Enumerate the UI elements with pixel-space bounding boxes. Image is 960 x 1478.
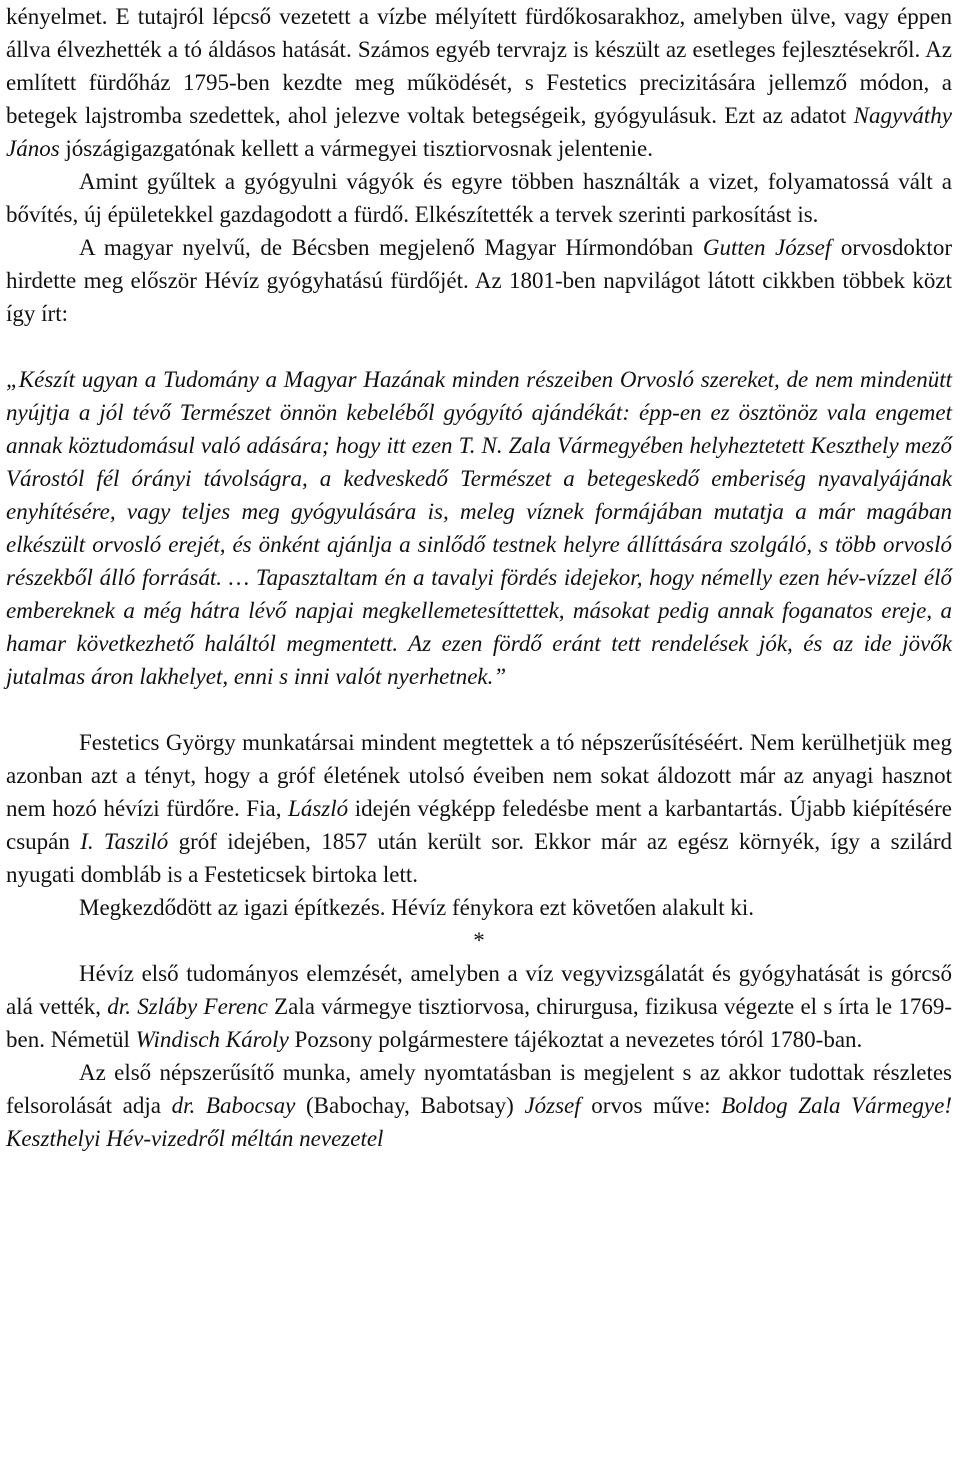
body-paragraph <box>6 726 952 891</box>
body-paragraph <box>6 1056 952 1155</box>
text-run: orvos műve: <box>580 1093 722 1118</box>
italic-text-run: Boldog Zala Vármegye! Keszthelyi Hév-vizedről méltán nevezetel <box>6 1093 953 1151</box>
text-run: jószágigazgatónak kellett a vármegyei tisztiorvosnak jelentenie. <box>59 136 653 161</box>
text-run: Amint gyűltek a gyógyulni vágyók és egyre többen használták a vizet, folyamatossá vált a bővítés, új épületekkel gazdagodott a fürdő. Elkészítették a tervek szerinti parkosítást is. <box>6 169 952 227</box>
paragraph-gap <box>6 330 952 363</box>
text-run: Festetics György munkatársai mindent megtettek a tó népszerűsítéséért. Nem kerülhetjük meg azonban azt a tényt, hogy a gróf életének utolsó éveiben nem sokat áldozott már az anyagi hasznot nem hozó hévízi fürdőre. Fia, <box>6 730 952 821</box>
text-run: kényelmet. E tutajról lépcső vezetett a vízbe mélyített fürdőkosarakhoz, amelyben ülve, vagy éppen állva élvezhették a tó áldásos hatását. Számos egyéb tervrajz is készült az esetleges fejlesztésekről. Az említett fürdőház 1795-ben kezdte meg működését, s Festetics precizitására jellemző módon, a betegek lajstromba szedettek, ahol jelezve voltak betegségeik, gyógyulásuk. Ezt az adatot <box>6 4 952 128</box>
italic-text-run: László <box>288 796 349 821</box>
text-run: orvosdoktor hirdette meg először Hévíz gyógyhatású fürdőjét. Az 1801-ben napvilágot látott cikkben többek közt így írt: <box>6 235 952 326</box>
text-run: Megkezdődött az igazi építkezés. Hévíz fénykora ezt követően alakult ki. <box>79 895 755 920</box>
text-run: A magyar nyelvű, de Bécsben megjelenő Magyar Hírmondóban <box>79 235 703 260</box>
italic-text-run: Gutten József <box>702 235 832 260</box>
italic-text-run: József <box>524 1093 581 1118</box>
body-paragraph <box>6 891 952 924</box>
text-run: Az első népszerűsítő munka, amely nyomtatásban is megjelent s az akkor tudottak részletes felsorolását adja <box>6 1060 952 1118</box>
paragraph-gap <box>6 693 952 726</box>
block-quote <box>6 363 952 693</box>
text-run: Pozsony polgármestere tájékoztat a nevezetes tóról 1780-ban. <box>288 1027 863 1052</box>
body-paragraph <box>6 957 952 1056</box>
body-paragraph <box>6 165 952 231</box>
text-run: Zala vármegye tisztiorvosa, chirurgusa, fizikusa végezte el s írta le 1769-ben. Németül <box>6 994 952 1052</box>
italic-text-run: Nagyváthy János <box>6 103 952 161</box>
body-paragraph <box>6 0 952 165</box>
italic-text-run: dr. Szláby Ferenc <box>107 994 268 1019</box>
text-run: (Babochay, Babotsay) <box>295 1093 525 1118</box>
text-run: idején végképp feledésbe ment a karbantartás. Újabb kiépítésére csupán <box>6 796 952 854</box>
text-run: gróf idejében, 1857 után került sor. Ekkor már az egész környék, így a szilárd nyugati dombláb is a Festeticsek birtoka lett. <box>6 829 952 887</box>
italic-text-run: Windisch Károly <box>135 1027 289 1052</box>
text-run: Hévíz első tudományos elemzését, amelyben a víz vegyvizsgálatát és gyógyhatását is górcső alá vették, <box>6 961 952 1019</box>
body-paragraph <box>6 231 952 330</box>
italic-text-run: I. Tasziló <box>80 829 169 854</box>
section-separator: * <box>473 928 485 953</box>
italic-text-run: dr. Babocsay <box>171 1093 296 1118</box>
italic-text-run: „Készít ugyan a Tudomány a Magyar Hazának minden részeiben Orvosló szereket, de nem mindenütt nyújtja a jól tévő Természet önnön kebeléből gyógyító ajándékát: épp-en ez ösztönöz vala engemet annak köztudomásul való adására; hogy itt ezen T. N. Zala Vármegyében helyheztetett Keszthely mező Várostól fél órányi távolságra, a kedveskedő Természet a betegeskedő emberiség nyavalyájának enyhítésére, vagy teljes meg gyógyulására is, meleg víznek formájában mutatja a már magában elkészült orvosló erejét, és önként ajánlja a sinlődő testnek helyre állíttására szolgáló, s több orvosló részekből álló forrását. … Tapasztaltam én a tavalyi fördés idejekor, hogy némelly ezen hév-vízzel élő embereknek a még hátra lévő napjai megkellemetesíttettek, másokat pedig annak foganatos ereje, a hamar következhető haláltól megmentett. Az ezen fördő eránt tett rendelések jók, és az ide jövők jutalmas áron lakhelyet, enni s inni valót nyerhetnek.” <box>6 367 952 689</box>
